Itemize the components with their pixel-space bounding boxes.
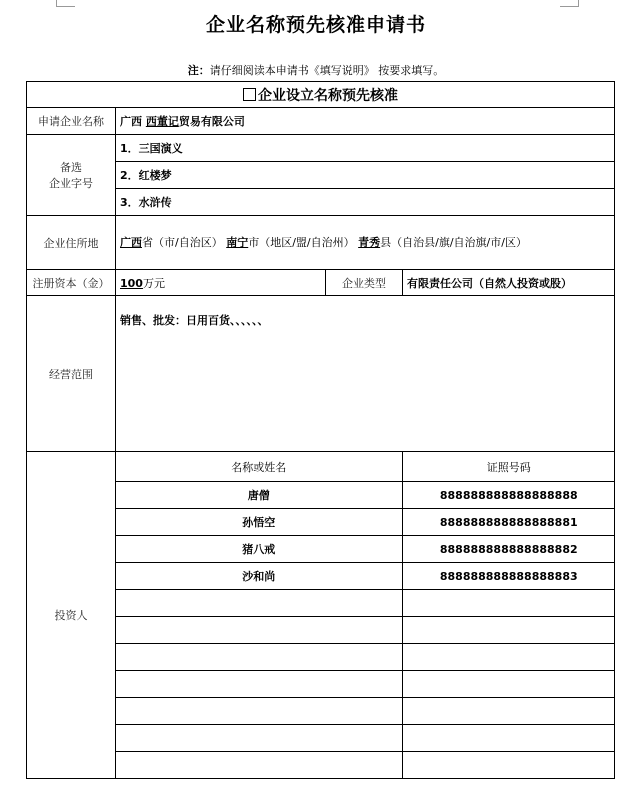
applicant-name-label: 申请企业名称 <box>27 108 116 135</box>
address-city: 南宁 <box>226 235 249 249</box>
applicant-name-value[interactable] <box>116 108 615 135</box>
applicant-province: 广西 <box>120 115 142 128</box>
address-label: 企业住所地 <box>27 216 116 270</box>
table-row <box>116 509 615 536</box>
checkbox-icon[interactable] <box>243 88 256 101</box>
business-scope-value[interactable]: 销售、批发：日用百货、、、、、、 <box>116 296 615 452</box>
investor-name-cell[interactable] <box>116 671 402 698</box>
table-row <box>116 590 615 617</box>
capital-value[interactable] <box>116 270 326 296</box>
address-value[interactable] <box>116 216 615 270</box>
table-row <box>116 671 615 698</box>
investors-label: 投资人 <box>27 452 116 779</box>
alternates-label <box>27 135 116 216</box>
investor-id-cell[interactable] <box>402 671 615 698</box>
investor-name-cell[interactable] <box>116 698 402 725</box>
document-title: 企业名称预先核准申请书 <box>205 14 426 36</box>
investor-rows <box>116 482 615 779</box>
investor-name-cell[interactable] <box>116 752 402 779</box>
investors-col-name-header: 名称或姓名 <box>116 452 402 482</box>
business-scope-label: 经营范围 <box>27 296 116 452</box>
investor-id-cell[interactable]: 888888888888888883 <box>402 563 615 590</box>
table-row <box>116 563 615 590</box>
capital-label: 注册资本（金） <box>27 270 116 296</box>
investor-id-cell[interactable] <box>402 617 615 644</box>
table-row <box>116 698 615 725</box>
table-row <box>116 617 615 644</box>
note-prefix: 注： <box>187 64 210 77</box>
investors-col-id-header: 证照号码 <box>402 452 615 482</box>
alternate-name-2[interactable]: 2．红楼梦 <box>116 162 615 189</box>
fill-note <box>0 62 632 78</box>
form-heading <box>27 82 615 108</box>
investor-name-cell[interactable]: 唐僧 <box>116 482 402 509</box>
investors-cell <box>116 452 615 779</box>
investor-id-cell[interactable] <box>402 698 615 725</box>
company-type-value[interactable]: 有限责任公司（自然人投资或股） <box>403 270 615 296</box>
investors-table <box>116 451 615 779</box>
investor-name-cell[interactable] <box>116 617 402 644</box>
applicant-brand: 西董记 <box>145 115 179 128</box>
address-county-text: 县（自治县/旗/自治旗/市/区） <box>380 235 527 249</box>
application-form-table <box>26 81 615 779</box>
investor-id-cell[interactable] <box>402 590 615 617</box>
investor-id-cell[interactable]: 888888888888888881 <box>402 509 615 536</box>
table-row <box>116 644 615 671</box>
investor-name-cell[interactable] <box>116 590 402 617</box>
investor-name-cell[interactable]: 孙悟空 <box>116 509 402 536</box>
note-text: 请仔细阅读本申请书《填写说明》 按要求填写。 <box>209 64 445 77</box>
address-province: 广西 <box>120 235 142 249</box>
investor-name-cell[interactable] <box>116 725 402 752</box>
table-row <box>116 725 615 752</box>
address-province-text: 省（市/自治区） <box>142 235 223 249</box>
investor-id-cell[interactable]: 888888888888888888 <box>402 482 615 509</box>
form-heading-text: 企业设立名称预先核准 <box>258 87 398 104</box>
investor-name-cell[interactable]: 猪八戒 <box>116 536 402 563</box>
address-city-text: 市（地区/盟/自治州） <box>248 235 355 249</box>
company-type-label: 企业类型 <box>326 270 403 296</box>
table-row <box>116 536 615 563</box>
capital-unit: 万元 <box>142 276 165 290</box>
investor-id-cell[interactable] <box>402 644 615 671</box>
page-corner-mark-right <box>560 0 579 7</box>
page-corner-mark-left <box>56 0 75 7</box>
investor-name-cell[interactable]: 沙和尚 <box>116 563 402 590</box>
applicant-suffix: 贸易有限公司 <box>178 115 245 128</box>
investor-id-cell[interactable] <box>402 752 615 779</box>
alternate-name-3[interactable]: 3．水浒传 <box>116 189 615 216</box>
address-county: 青秀 <box>358 235 381 249</box>
alternates-label-line2: 企业字号 <box>49 177 93 190</box>
alternates-label-line1: 备选 <box>60 161 82 174</box>
investor-id-cell[interactable] <box>402 725 615 752</box>
capital-amount: 100 <box>120 276 143 290</box>
investor-id-cell[interactable]: 888888888888888882 <box>402 536 615 563</box>
table-row <box>116 482 615 509</box>
alternate-name-1[interactable]: 1．三国演义 <box>116 135 615 162</box>
investor-name-cell[interactable] <box>116 644 402 671</box>
table-row <box>116 752 615 779</box>
